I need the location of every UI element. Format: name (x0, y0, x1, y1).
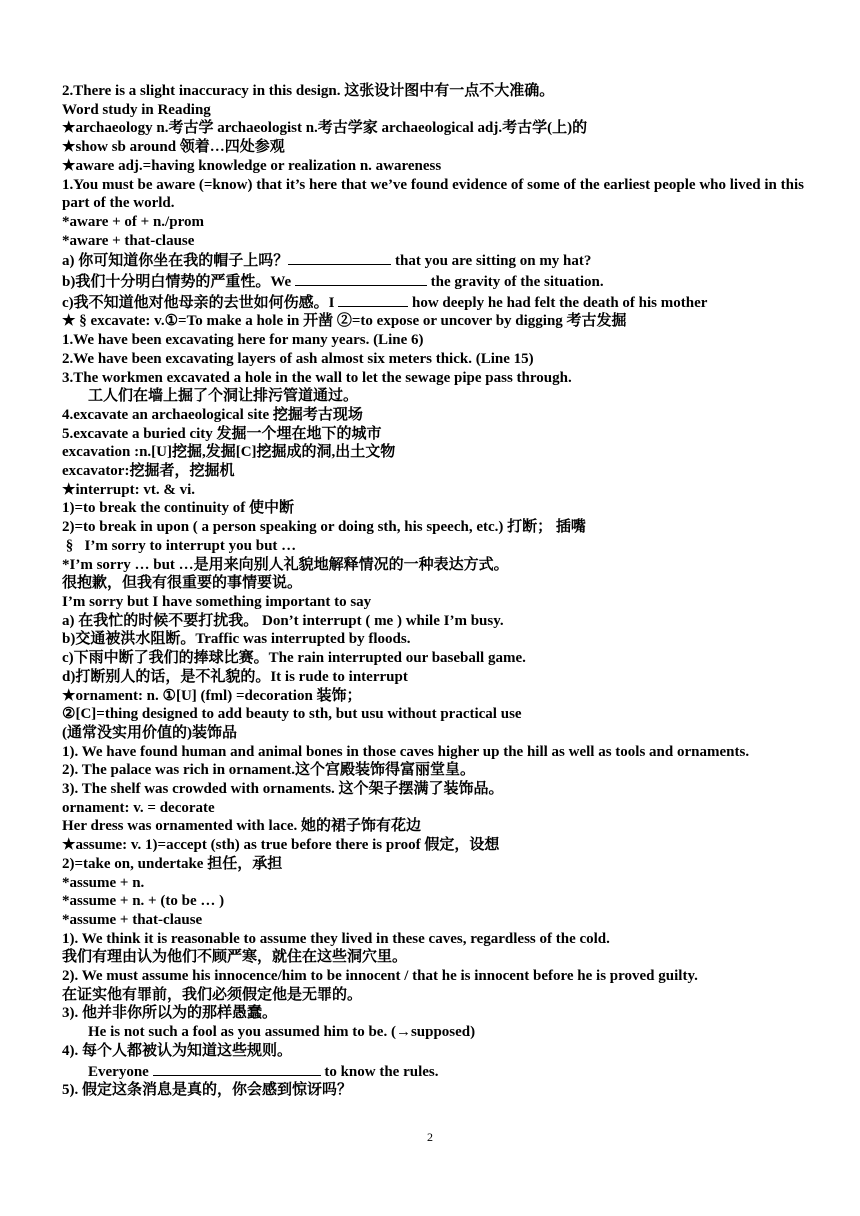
answer-blank (295, 271, 427, 286)
text-line: 2). The palace was rich in ornament.这个宫殿装饰得富丽堂皇。 (62, 762, 476, 779)
exercise-prompt: Everyone (88, 1063, 153, 1080)
exercise-line-c (62, 292, 804, 313)
text-line: 在证实他有罪前，我们必须假定他是无罪的。 (62, 986, 363, 1003)
text-line: (通常没实用价值的)装饰品 (62, 724, 237, 741)
text-line: b)交通被洪水阻断。Traffic was interrupted by floods. (62, 631, 411, 648)
text-line: *assume + that-clause (62, 911, 203, 928)
document-body (62, 82, 804, 1100)
exercise-prompt: c)我不知道他对他母亲的去世如何伤感。I (62, 294, 339, 311)
text-line: *aware + that-clause (62, 232, 195, 249)
page-number: 2 (427, 1130, 433, 1144)
exercise-prompt: b)我们十分明白情势的严重性。We (62, 274, 295, 291)
exercise-line-everyone (62, 1061, 804, 1082)
text-line: 3). The shelf was crowded with ornaments. 这个架子摆满了装饰品。 (62, 781, 504, 798)
section-heading: Word study in Reading (62, 101, 211, 118)
text-line: ★ornament: n. ①[U] (fml) =decoration 装饰； (62, 687, 362, 704)
text-line: 4). 每个人都被认为知道这些规则。 (62, 1042, 292, 1059)
text-line: 4.excavate an archaeological site 挖掘考古现场 (62, 406, 363, 423)
exercise-suffix: the gravity of the situation. (426, 274, 604, 291)
text-line: 很抱歉，但我有很重要的事情要说。 (62, 575, 303, 592)
text-line: I’m sorry but I have something important to say (62, 593, 372, 610)
text-line: 2)=to break in upon ( a person speaking or doing sth, his speech, etc.) 打断； 插嘴 (62, 519, 586, 536)
text-line: 5.excavate a buried city 发掘一个埋在地下的城市 (62, 425, 382, 442)
text-paragraph: 2). We must assume his innocence/him to be innocent / that he is innocent before he is proved guilty. (62, 968, 698, 985)
text-line: He is not such a fool as you assumed him to be. (→supposed) (88, 1024, 476, 1041)
text-line: ★aware adj.=having knowledge or realization n. awareness (62, 157, 442, 174)
text-line: ★archaeology n.考古学 archaeologist n.考古学家 archaeological adj.考古学(上)的 (62, 120, 588, 137)
text-line: 5). 假定这条消息是真的，你会感到惊讶吗？ (62, 1082, 352, 1099)
text-paragraph: 1.You must be aware (=know) that it’s here that we’ve found evidence of some of the earliest people who lived in this part of the world. (62, 176, 804, 212)
exercise-line-b (62, 271, 804, 292)
text-line: *assume + n. (62, 874, 145, 891)
exercise-line-a (62, 250, 804, 271)
text-line: *aware + of + n./prom (62, 213, 204, 230)
translation-line: 工人们在墙上掘了个洞让排污管道通过。 (88, 388, 359, 405)
text-line: *I’m sorry … but …是用来向别人礼貌地解释情况的一种表达方式。 (62, 556, 509, 573)
text-line: 1)=to break the continuity of 使中断 (62, 500, 295, 517)
answer-blank (338, 292, 408, 307)
exercise-suffix: how deeply he had felt the death of his mother (408, 294, 708, 311)
text-line: § I’m sorry to interrupt you but … (62, 537, 297, 554)
text-line: Her dress was ornamented with lace. 她的裙子饰有花边 (62, 818, 422, 835)
text-line: excavation :n.[U]挖掘,发掘[C]挖掘成的洞,出土文物 (62, 444, 396, 461)
text-line: 3). 他并非你所以为的那样愚蠢。 (62, 1005, 277, 1022)
exercise-suffix: to know the rules. (320, 1063, 439, 1080)
text-line: 1). We think it is reasonable to assume they lived in these caves, regardless of the cold. (62, 930, 610, 947)
text-line: ornament: v. = decorate (62, 799, 215, 816)
text-line: *assume + n. + (to be … ) (62, 893, 225, 910)
text-paragraph: 1). We have found human and animal bones in those caves higher up the hill as well as tools and ornaments. (62, 743, 750, 760)
text-line: excavator:挖掘者，挖掘机 (62, 463, 235, 480)
text-line: ★show sb around 领着…四处参观 (62, 139, 285, 156)
text-line: 1.We have been excavating here for many years. (Line 6) (62, 332, 424, 349)
text-line: 3.The workmen excavated a hole in the wall to let the sewage pipe pass through. (62, 369, 572, 386)
text-line: d)打断别人的话，是不礼貌的。It is rude to interrupt (62, 668, 408, 685)
text-line: 我们有理由认为他们不顾严寒，就住在这些洞穴里。 (62, 949, 408, 966)
exercise-suffix: that you are sitting on my hat? (391, 253, 592, 270)
text-line: ★assume: v. 1)=accept (sth) as true before there is proof 假定，设想 (62, 837, 500, 854)
exercise-prompt: a) 你可知道你坐在我的帽子上吗？ (62, 253, 289, 270)
text-line: a) 在我忙的时候不要打扰我。 Don’t interrupt ( me ) while I’m busy. (62, 612, 504, 629)
text-line: 2.There is a slight inaccuracy in this design. 这张设计图中有一点不大准确。 (62, 83, 555, 99)
text-line: 2)=take on, undertake 担任，承担 (62, 855, 283, 872)
text-line: ★ § excavate: v.①=To make a hole in 开凿 ②=to expose or uncover by digging 考古发掘 (62, 313, 627, 330)
text-line: 2.We have been excavating layers of ash almost six meters thick. (Line 15) (62, 350, 534, 367)
text-line: c)下雨中断了我们的捧球比赛。The rain interrupted our baseball game. (62, 650, 526, 667)
text-line: ★interrupt: vt. & vi. (62, 481, 196, 498)
answer-blank (288, 250, 391, 265)
answer-blank (153, 1061, 321, 1076)
text-line: ②[C]=thing designed to add beauty to sth, but usu without practical use (62, 706, 522, 723)
